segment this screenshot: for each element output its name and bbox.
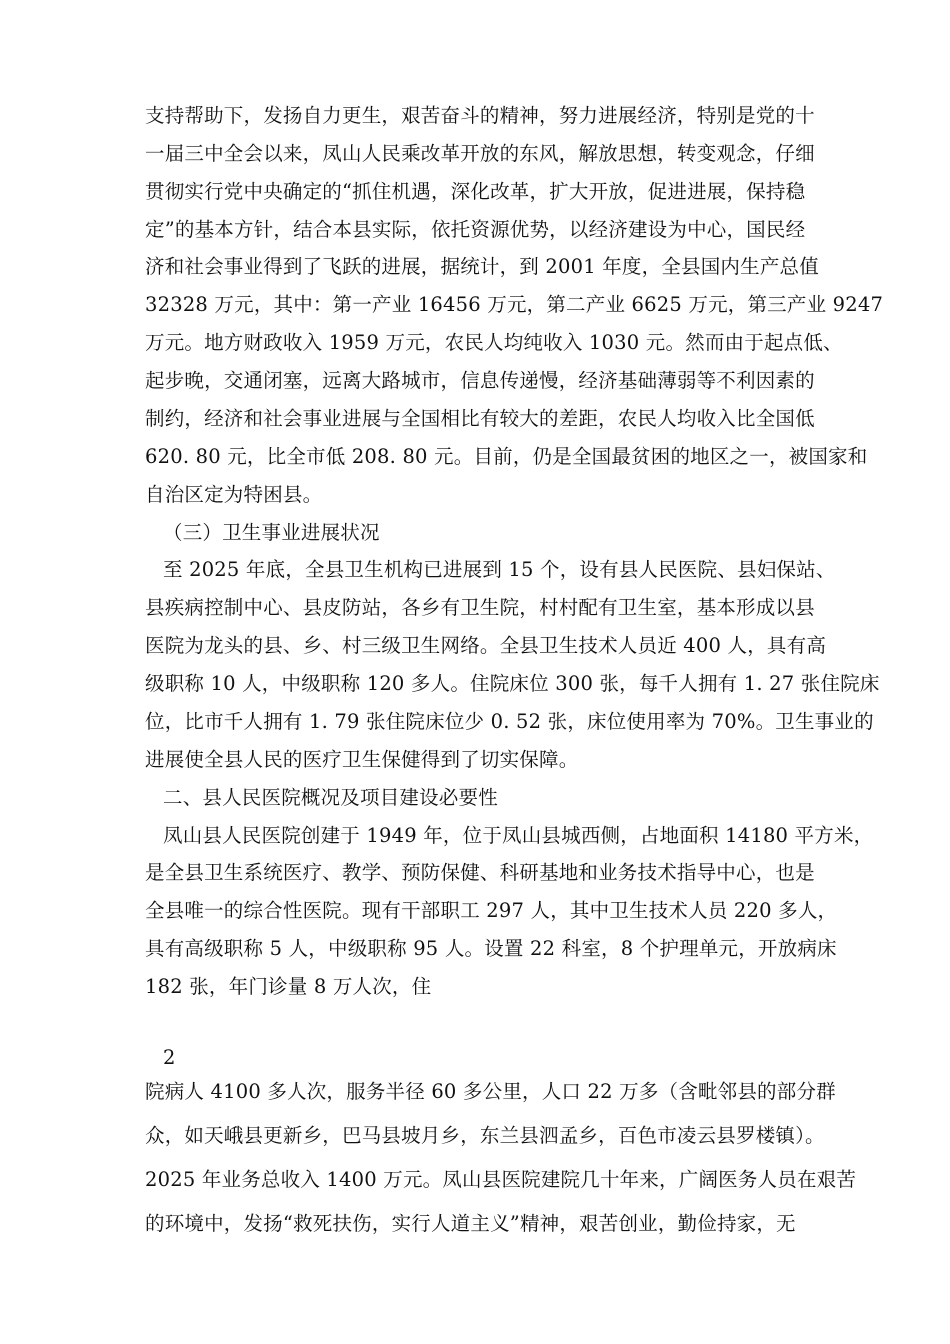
text-line: 位，比市千人拥有 1. 79 张住院床位少 0. 52 张，床位使用率为 70%。卫生事业的 <box>145 710 874 733</box>
text-line: 支持帮助下，发扬自力更生，艰苦奋斗的精神，努力进展经济，特别是党的十 <box>145 104 815 127</box>
text-line: 制约，经济和社会事业进展与全国相比有较大的差距，农民人均收入比全国低 <box>145 407 815 430</box>
text-line: 自治区定为特困县。 <box>145 483 323 506</box>
text-line: 182 张，年门诊量 8 万人次，住 <box>145 975 432 998</box>
text-line: 具有高级职称 5 人，中级职称 95 人。设置 22 科室，8 个护理单元，开放病床 <box>145 937 837 960</box>
text-line: 定”的基本方针，结合本县实际，依托资源优势，以经济建设为中心，国民经 <box>145 218 806 241</box>
text-line: 至 2025 年底，全县卫生机构已进展到 15 个，设有县人民医院、县妇保站、 <box>163 558 836 581</box>
text-line: 凤山县人民医院创建于 1949 年，位于凤山县城西侧，占地面积 14180 平方米， <box>163 824 874 847</box>
text-line: 济和社会事业得到了飞跃的进展，据统计，到 2001 年度，全县国内生产总值 <box>145 255 819 278</box>
text-line: 贯彻实行党中央确定的“抓住机遇，深化改革，扩大开放，促进进展，保持稳 <box>145 180 806 203</box>
text-line: 32328 万元，其中：第一产业 16456 万元，第二产业 6625 万元，第三产业 9247 <box>145 293 884 316</box>
text-line: 众，如天峨县更新乡，巴马县坡月乡，东兰县泗孟乡，百色市凌云县罗楼镇）。 <box>145 1124 825 1147</box>
text-line: 万元。地方财政收入 1959 万元，农民人均纯收入 1030 元。然而由于起点低、 <box>145 331 843 354</box>
text-line: 起步晚，交通闭塞，远离大路城市，信息传递慢，经济基础薄弱等不利因素的 <box>145 369 815 392</box>
text-line: 是全县卫生系统医疗、教学、预防保健、科研基地和业务技术指导中心，也是 <box>145 861 815 884</box>
text-line: 院病人 4100 多人次，服务半径 60 多公里，人口 22 万多（含毗邻县的部分群 <box>145 1080 836 1103</box>
text-line: 县疾病控制中心、县皮防站，各乡有卫生院，村村配有卫生室，基本形成以县 <box>145 596 815 619</box>
text-line: 进展使全县人民的医疗卫生保健得到了切实保障。 <box>145 748 579 771</box>
text-line: 级职称 10 人，中级职称 120 多人。住院床位 300 张，每千人拥有 1. 27 张住院床 <box>145 672 880 695</box>
text-line: 全县唯一的综合性医院。现有干部职工 297 人，其中卫生技术人员 220 多人， <box>145 899 838 922</box>
text-line: 2025 年业务总收入 1400 万元。凤山县医院建院几十年来，广阔医务人员在艰苦 <box>145 1168 857 1191</box>
section-heading-health: （三）卫生事业进展状况 <box>163 521 380 544</box>
text-line: 医院为龙头的县、乡、村三级卫生网络。全县卫生技术人员近 400 人，具有高 <box>145 634 827 657</box>
text-line: 的环境中，发扬“救死扶伤，实行人道主义”精神，艰苦创业，勤俭持家，无 <box>145 1212 796 1235</box>
text-line: 620. 80 元，比全市低 208. 80 元。目前，仍是全国最贫困的地区之一，被国家和 <box>145 445 868 468</box>
section-heading-hospital: 二、县人民医院概况及项目建设必要性 <box>163 786 498 809</box>
page-number: 2 <box>163 1046 176 1069</box>
text-line: 一届三中全会以来，凤山人民乘改革开放的东风，解放思想，转变观念，仔细 <box>145 142 815 165</box>
